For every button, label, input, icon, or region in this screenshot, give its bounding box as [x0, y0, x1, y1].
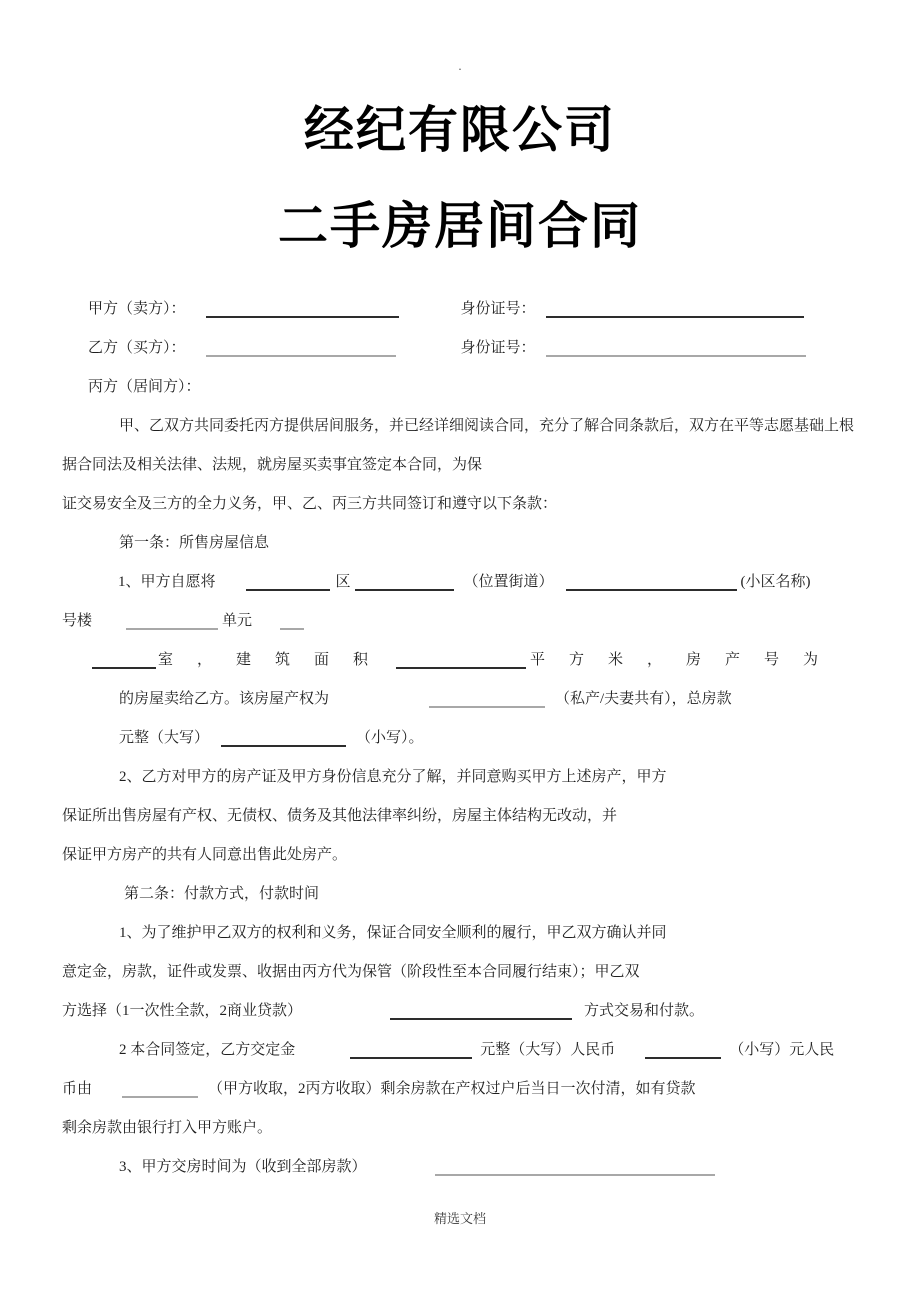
text-run: 1、为了维护甲乙双方的权利和义务，保证合同安全顺利的履行，甲乙双方确认并同 — [119, 925, 667, 941]
text-run: 单元 — [222, 613, 253, 629]
text-run: （小写）元人民 — [729, 1042, 835, 1058]
clause-1-2-line — [62, 758, 858, 797]
text-run: (小区名称) — [740, 574, 811, 590]
text-run: 乙方（买方）： — [88, 340, 186, 356]
clause-2-2-line — [62, 1109, 858, 1148]
text-run: 身份证号： — [460, 301, 536, 317]
party-line-agent — [62, 368, 858, 407]
text-run: 证交易安全及三方的全力义务，甲、乙、丙三方共同签订和遵守以下条款： — [62, 496, 558, 512]
text-run: 保证所出售房屋有产权、无债权、债务及其他法律率纠纷，房屋主体结构无改动，并 — [62, 808, 618, 824]
text-run: 平方米，房产号为 — [530, 652, 843, 668]
fill-in-blank[interactable] — [396, 647, 526, 669]
text-run: （私产/夫妻共有），总房款 — [555, 691, 732, 707]
fill-in-blank[interactable] — [246, 569, 330, 591]
clause-1-2-line — [62, 797, 858, 836]
text-run: 币由 — [62, 1081, 93, 1097]
fill-in-blank[interactable] — [92, 647, 156, 669]
clause-1-1-area — [62, 641, 858, 680]
clause-1-1-building — [62, 602, 858, 641]
clause-2-2-collector — [62, 1070, 858, 1109]
fill-in-blank[interactable] — [645, 1037, 721, 1059]
article-2-heading — [62, 875, 858, 914]
fill-in-blank[interactable] — [429, 686, 545, 708]
footer-label: 精选文档 — [433, 1211, 486, 1226]
fill-in-blank[interactable] — [126, 608, 218, 630]
text-run: 方选择（1一次性全款，2商业贷款） — [62, 1003, 303, 1019]
text-run: 第一条：所售房屋信息 — [119, 535, 270, 551]
text-run: 第二条：付款方式，付款时间 — [124, 886, 320, 902]
clause-2-2-deposit — [62, 1031, 858, 1070]
text-run: 2、乙方对甲方的房产证及甲方身份信息充分了解，并同意购买甲方上述房产，甲方 — [119, 769, 667, 785]
text-run: 1、甲方自愿将 — [118, 574, 216, 590]
preamble-line — [62, 407, 858, 446]
fill-in-blank[interactable] — [350, 1037, 472, 1059]
preamble-line — [62, 446, 858, 485]
text-run: 身份证号： — [460, 340, 536, 356]
text-run: 3、甲方交房时间为（收到全部房款） — [119, 1159, 367, 1175]
text-run: 剩余房款由银行打入甲方账户。 — [62, 1120, 273, 1136]
fill-in-blank[interactable] — [122, 1076, 198, 1098]
fill-in-blank[interactable] — [546, 296, 804, 318]
text-run: 的房屋卖给乙方。该房屋产权为 — [119, 691, 330, 707]
text-run: 意定金，房款，证件或发票、收据由丙方代为保管（阶段性至本合同履行结束）；甲乙双 — [62, 964, 640, 980]
top-dot: . — [458, 58, 462, 73]
text-run: 甲、乙双方共同委托丙方提供居间服务，并已经详细阅读合同，充分了解合同条款后，双方在平等志愿基础上根 — [119, 418, 855, 434]
fill-in-blank[interactable] — [221, 725, 346, 747]
clause-2-1-payment-method — [62, 992, 858, 1031]
clause-1-2-line — [62, 836, 858, 875]
party-line-buyer — [62, 329, 858, 368]
clause-2-3-handover — [62, 1148, 858, 1187]
fill-in-blank[interactable] — [390, 998, 572, 1020]
document-body — [62, 290, 858, 1187]
fill-in-blank[interactable] — [206, 296, 399, 318]
text-run: 元整（大写）人民币 — [480, 1042, 616, 1058]
fill-in-blank[interactable] — [435, 1154, 715, 1176]
text-run: 区 — [335, 574, 351, 590]
fill-in-blank[interactable] — [280, 608, 304, 630]
text-run: 元整（大写） — [119, 730, 210, 746]
preamble-line — [62, 485, 858, 524]
text-run: （甲方收取，2丙方收取）剩余房款在产权过户后当日一次付清，如有贷款 — [208, 1081, 696, 1097]
text-run: 据合同法及相关法律、法规，就房屋买卖事宜签定本合同，为保 — [62, 457, 483, 473]
fill-in-blank[interactable] — [206, 335, 396, 357]
party-line-seller — [62, 290, 858, 329]
text-run: （小写）。 — [356, 730, 424, 746]
text-run: 保证甲方房产的共有人同意出售此处房产。 — [62, 847, 348, 863]
text-run: 甲方（卖方）： — [88, 301, 186, 317]
clause-1-1-price — [62, 719, 858, 758]
text-run: 方式交易和付款。 — [584, 1003, 705, 1019]
document-title-line1: 经纪有限公司 — [304, 102, 616, 158]
clause-2-1-line — [62, 953, 858, 992]
fill-in-blank[interactable] — [546, 335, 806, 357]
fill-in-blank[interactable] — [355, 569, 454, 591]
document-title-line2: 二手房居间合同 — [278, 198, 642, 254]
clause-1-1-location — [62, 563, 858, 602]
text-run: 丙方（居间方）： — [88, 379, 201, 395]
article-1-heading — [62, 524, 858, 563]
clause-2-1-line — [62, 914, 858, 953]
text-run: 号楼 — [62, 613, 93, 629]
text-run: （位置街道） — [463, 574, 554, 590]
text-run: 室，建筑面积 — [158, 652, 393, 668]
fill-in-blank[interactable] — [566, 569, 737, 591]
text-run: 2 本合同签定，乙方交定金 — [119, 1042, 296, 1058]
clause-1-1-ownership — [62, 680, 858, 719]
